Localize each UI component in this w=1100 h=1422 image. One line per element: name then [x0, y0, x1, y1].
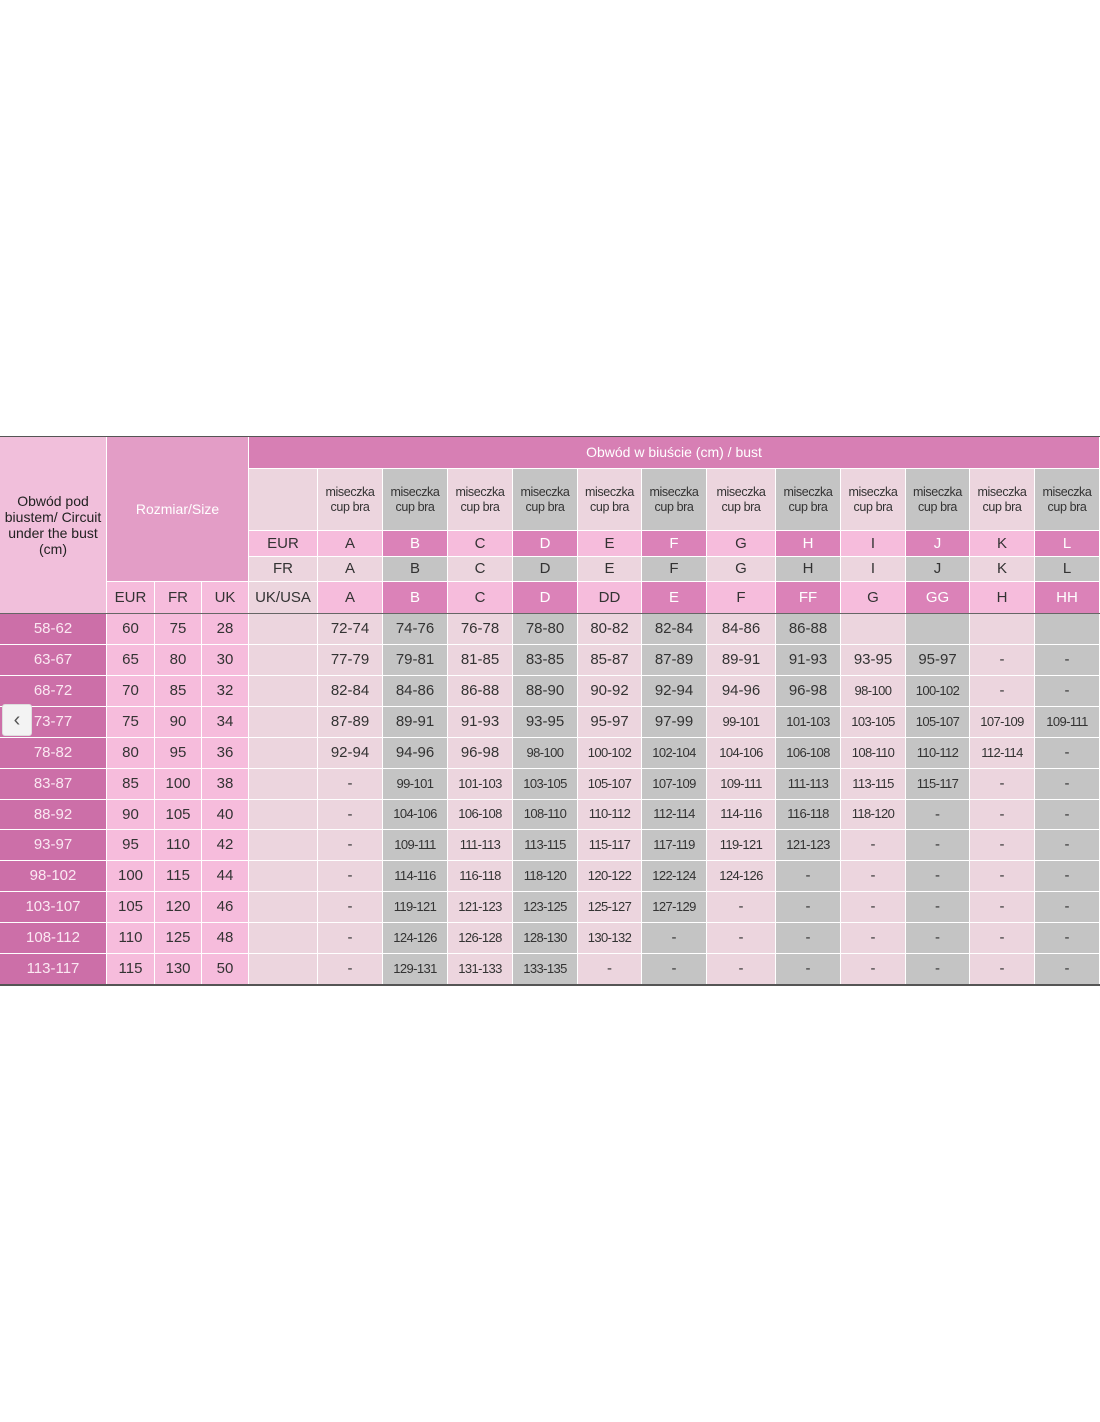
size-fr: 85 [155, 676, 202, 707]
bust-value: 90-92 [578, 676, 642, 707]
bust-value: 89-91 [707, 645, 776, 676]
bust-value: - [318, 861, 383, 892]
bust-value: 91-93 [776, 645, 841, 676]
cup-eur: H [776, 531, 841, 557]
size-uk: 40 [202, 800, 249, 830]
bust-value: 109-111 [1035, 707, 1100, 738]
bust-value: 77-79 [318, 645, 383, 676]
cup-bra-header: miseczka cup bra [318, 469, 383, 531]
bust-value: 83-85 [513, 645, 578, 676]
bust-value: 86-88 [448, 676, 513, 707]
bust-value: 121-123 [448, 892, 513, 923]
bust-value: 111-113 [448, 830, 513, 861]
bust-value: - [318, 923, 383, 954]
cup-eur: D [513, 531, 578, 557]
bust-value: 115-117 [906, 769, 970, 800]
bust-value: 94-96 [383, 738, 448, 769]
bust-value: - [707, 954, 776, 985]
cup-fr: K [970, 557, 1035, 582]
bust-value: 94-96 [707, 676, 776, 707]
cup-fr: I [841, 557, 906, 582]
bust-value: - [1035, 892, 1100, 923]
bust-value: - [970, 892, 1035, 923]
bust-value: - [1035, 738, 1100, 769]
cup-bra-header: miseczka cup bra [841, 469, 906, 531]
bust-value: - [970, 954, 1035, 985]
size-eur: 60 [107, 614, 155, 645]
blank-cell [249, 892, 318, 923]
cup-uk-usa: D [513, 582, 578, 614]
cup-uk-usa: DD [578, 582, 642, 614]
bust-value: - [906, 954, 970, 985]
bust-value: 103-105 [513, 769, 578, 800]
cup-fr: J [906, 557, 970, 582]
bust-value: 133-135 [513, 954, 578, 985]
bust-value [906, 614, 970, 645]
blank-header-cell [249, 469, 318, 531]
bust-value: - [841, 923, 906, 954]
size-eur: 85 [107, 769, 155, 800]
bust-value: 96-98 [776, 676, 841, 707]
bust-value: - [906, 923, 970, 954]
bust-value: 120-122 [578, 861, 642, 892]
cup-bra-header: miseczka cup bra [383, 469, 448, 531]
size-fr: 115 [155, 861, 202, 892]
cup-uk-usa: E [642, 582, 707, 614]
bust-value: - [970, 769, 1035, 800]
size-eur: 115 [107, 954, 155, 985]
bust-value: 76-78 [448, 614, 513, 645]
cup-bra-header: miseczka cup bra [707, 469, 776, 531]
cup-eur: K [970, 531, 1035, 557]
bust-value: 108-110 [513, 800, 578, 830]
cup-bra-header: miseczka cup bra [448, 469, 513, 531]
underbust-range: 108-112 [0, 923, 107, 954]
cup-bra-header: miseczka cup bra [642, 469, 707, 531]
size-fr: 125 [155, 923, 202, 954]
bust-value: 103-105 [841, 707, 906, 738]
size-uk: 44 [202, 861, 249, 892]
bust-value: 112-114 [970, 738, 1035, 769]
bust-value: 95-97 [578, 707, 642, 738]
bust-value: - [906, 861, 970, 892]
underbust-header: Obwód pod biustem/ Circuit under the bust (cm) [0, 437, 107, 614]
bust-value: - [776, 861, 841, 892]
size-eur: 95 [107, 830, 155, 861]
bust-value: 100-102 [906, 676, 970, 707]
cup-fr: H [776, 557, 841, 582]
bust-value: 107-109 [970, 707, 1035, 738]
cup-fr: D [513, 557, 578, 582]
bust-value: 99-101 [707, 707, 776, 738]
blank-cell [249, 614, 318, 645]
underbust-range: 78-82 [0, 738, 107, 769]
bust-value: 116-118 [776, 800, 841, 830]
blank-cell [249, 769, 318, 800]
underbust-range: 98-102 [0, 861, 107, 892]
underbust-range: 58-62 [0, 614, 107, 645]
size-uk: 30 [202, 645, 249, 676]
bust-value: - [318, 954, 383, 985]
bust-value: 78-80 [513, 614, 578, 645]
bust-value: 98-100 [513, 738, 578, 769]
bust-value: 72-74 [318, 614, 383, 645]
bust-value: 101-103 [776, 707, 841, 738]
bust-value: 84-86 [383, 676, 448, 707]
size-fr: 75 [155, 614, 202, 645]
bust-value: 82-84 [318, 676, 383, 707]
bust-value: 113-115 [841, 769, 906, 800]
underbust-range: 93-97 [0, 830, 107, 861]
bust-value: 98-100 [841, 676, 906, 707]
bust-value: 115-117 [578, 830, 642, 861]
bust-value: 96-98 [448, 738, 513, 769]
blank-cell [249, 738, 318, 769]
cup-eur: F [642, 531, 707, 557]
bust-value: 88-90 [513, 676, 578, 707]
bust-value: 110-112 [906, 738, 970, 769]
cup-fr: B [383, 557, 448, 582]
bust-value: 93-95 [513, 707, 578, 738]
bust-value: 104-106 [383, 800, 448, 830]
cup-eur: C [448, 531, 513, 557]
blank-cell [249, 707, 318, 738]
bust-value: - [318, 830, 383, 861]
bust-value: 84-86 [707, 614, 776, 645]
bust-value: - [318, 769, 383, 800]
bust-value: 119-121 [707, 830, 776, 861]
bust-value: - [841, 830, 906, 861]
size-fr: 110 [155, 830, 202, 861]
blank-cell [249, 830, 318, 861]
bust-value: 100-102 [578, 738, 642, 769]
bust-value: 93-95 [841, 645, 906, 676]
cup-eur: G [707, 531, 776, 557]
size-eur: 75 [107, 707, 155, 738]
bust-value: 79-81 [383, 645, 448, 676]
underbust-range: 103-107 [0, 892, 107, 923]
bust-value: 114-116 [707, 800, 776, 830]
bust-value: 112-114 [642, 800, 707, 830]
bust-value: 99-101 [383, 769, 448, 800]
size-fr: 120 [155, 892, 202, 923]
bust-value: - [1035, 923, 1100, 954]
bust-value: - [1035, 645, 1100, 676]
bust-value: - [707, 923, 776, 954]
bust-value: 105-107 [578, 769, 642, 800]
bust-value: 74-76 [383, 614, 448, 645]
cup-system-label: FR [249, 557, 318, 582]
bust-value: 123-125 [513, 892, 578, 923]
underbust-range: 73-77 [0, 707, 107, 738]
bust-value: - [318, 892, 383, 923]
bust-value: - [906, 892, 970, 923]
bust-value: 131-133 [448, 954, 513, 985]
cup-eur: A [318, 531, 383, 557]
bust-value: 119-121 [383, 892, 448, 923]
bust-value: - [318, 800, 383, 830]
cup-uk-usa: GG [906, 582, 970, 614]
bust-value: 108-110 [841, 738, 906, 769]
bust-value: - [776, 954, 841, 985]
bust-value: - [841, 861, 906, 892]
cup-fr: C [448, 557, 513, 582]
blank-cell [249, 645, 318, 676]
size-uk: 50 [202, 954, 249, 985]
bust-value: 109-111 [383, 830, 448, 861]
bust-value: 126-128 [448, 923, 513, 954]
bust-value: 111-113 [776, 769, 841, 800]
bust-value: 110-112 [578, 800, 642, 830]
bust-value [970, 614, 1035, 645]
bust-value: - [578, 954, 642, 985]
size-eur: 70 [107, 676, 155, 707]
bust-value: - [906, 800, 970, 830]
bust-value: 87-89 [318, 707, 383, 738]
bust-value: 85-87 [578, 645, 642, 676]
bust-value: 104-106 [707, 738, 776, 769]
bust-value: - [642, 923, 707, 954]
size-col-header: EUR [107, 582, 155, 614]
bust-value: 124-126 [707, 861, 776, 892]
blank-cell [249, 954, 318, 985]
bust-value: 114-116 [383, 861, 448, 892]
size-header: Rozmiar/Size [107, 437, 249, 582]
underbust-range: 83-87 [0, 769, 107, 800]
bust-value: - [1035, 954, 1100, 985]
bust-value: - [707, 892, 776, 923]
bust-value: 82-84 [642, 614, 707, 645]
size-fr: 80 [155, 645, 202, 676]
cup-bra-header: miseczka cup bra [906, 469, 970, 531]
size-fr: 90 [155, 707, 202, 738]
bust-value: 113-115 [513, 830, 578, 861]
size-col-header: FR [155, 582, 202, 614]
size-eur: 105 [107, 892, 155, 923]
bust-value: 109-111 [707, 769, 776, 800]
bust-value: - [776, 923, 841, 954]
cup-fr: A [318, 557, 383, 582]
bust-value: 105-107 [906, 707, 970, 738]
bust-value: 128-130 [513, 923, 578, 954]
bust-value: - [776, 892, 841, 923]
size-col-header: UK [202, 582, 249, 614]
chevron-left-icon[interactable]: ‹ [2, 704, 32, 736]
bust-value: 95-97 [906, 645, 970, 676]
bust-value: 118-120 [841, 800, 906, 830]
blank-cell [249, 676, 318, 707]
size-eur: 90 [107, 800, 155, 830]
bust-value: - [841, 954, 906, 985]
bust-value: 97-99 [642, 707, 707, 738]
bust-value: 127-129 [642, 892, 707, 923]
size-uk: 32 [202, 676, 249, 707]
bust-value: 80-82 [578, 614, 642, 645]
size-uk: 36 [202, 738, 249, 769]
bust-value [841, 614, 906, 645]
size-eur: 100 [107, 861, 155, 892]
bust-value: 106-108 [776, 738, 841, 769]
bust-value: 124-126 [383, 923, 448, 954]
bust-value: - [970, 645, 1035, 676]
bust-value: 129-131 [383, 954, 448, 985]
bust-value: - [970, 830, 1035, 861]
bust-value: 86-88 [776, 614, 841, 645]
cup-bra-header: miseczka cup bra [513, 469, 578, 531]
underbust-range: 113-117 [0, 954, 107, 985]
bust-value: 107-109 [642, 769, 707, 800]
bust-value: 102-104 [642, 738, 707, 769]
bust-value: 130-132 [578, 923, 642, 954]
cup-fr: L [1035, 557, 1100, 582]
cup-uk-usa: G [841, 582, 906, 614]
size-uk: 38 [202, 769, 249, 800]
cup-uk-usa: A [318, 582, 383, 614]
bust-value: - [642, 954, 707, 985]
cup-uk-usa: F [707, 582, 776, 614]
cup-uk-usa: C [448, 582, 513, 614]
blank-cell [249, 923, 318, 954]
bust-value: 122-124 [642, 861, 707, 892]
size-eur: 65 [107, 645, 155, 676]
size-fr: 130 [155, 954, 202, 985]
bust-value [1035, 614, 1100, 645]
bust-value: - [970, 861, 1035, 892]
bust-value: 106-108 [448, 800, 513, 830]
bust-value: - [1035, 676, 1100, 707]
cup-bra-header: miseczka cup bra [970, 469, 1035, 531]
bust-value: 125-127 [578, 892, 642, 923]
underbust-range: 63-67 [0, 645, 107, 676]
bust-value: 117-119 [642, 830, 707, 861]
cup-system-label: UK/USA [249, 582, 318, 614]
size-chart-table [0, 437, 1100, 985]
bust-value: - [970, 800, 1035, 830]
cup-eur: I [841, 531, 906, 557]
cup-eur: L [1035, 531, 1100, 557]
bust-value: - [1035, 830, 1100, 861]
bust-value: 91-93 [448, 707, 513, 738]
bust-value: - [841, 892, 906, 923]
cup-bra-header: miseczka cup bra [776, 469, 841, 531]
size-uk: 42 [202, 830, 249, 861]
bust-value: - [970, 676, 1035, 707]
bust-value: 121-123 [776, 830, 841, 861]
cup-eur: E [578, 531, 642, 557]
cup-bra-header: miseczka cup bra [578, 469, 642, 531]
cup-bra-header: miseczka cup bra [1035, 469, 1100, 531]
size-fr: 105 [155, 800, 202, 830]
bust-value: 89-91 [383, 707, 448, 738]
size-uk: 48 [202, 923, 249, 954]
bust-value: - [1035, 769, 1100, 800]
bust-value: 92-94 [318, 738, 383, 769]
size-fr: 95 [155, 738, 202, 769]
bust-value: 116-118 [448, 861, 513, 892]
size-uk: 28 [202, 614, 249, 645]
cup-fr: G [707, 557, 776, 582]
blank-cell [249, 800, 318, 830]
underbust-range: 68-72 [0, 676, 107, 707]
bust-value: 81-85 [448, 645, 513, 676]
underbust-range: 88-92 [0, 800, 107, 830]
size-eur: 80 [107, 738, 155, 769]
bust-value: - [906, 830, 970, 861]
bust-value: 101-103 [448, 769, 513, 800]
size-uk: 46 [202, 892, 249, 923]
cup-fr: E [578, 557, 642, 582]
size-fr: 100 [155, 769, 202, 800]
cup-uk-usa: H [970, 582, 1035, 614]
size-uk: 34 [202, 707, 249, 738]
bust-value: 92-94 [642, 676, 707, 707]
bust-value: 87-89 [642, 645, 707, 676]
cup-uk-usa: B [383, 582, 448, 614]
bust-value: - [1035, 800, 1100, 830]
bust-value: - [1035, 861, 1100, 892]
bust-value: 118-120 [513, 861, 578, 892]
cup-eur: B [383, 531, 448, 557]
size-eur: 110 [107, 923, 155, 954]
cup-uk-usa: FF [776, 582, 841, 614]
cup-fr: F [642, 557, 707, 582]
cup-eur: J [906, 531, 970, 557]
cup-system-label: EUR [249, 531, 318, 557]
blank-cell [249, 861, 318, 892]
cup-uk-usa: HH [1035, 582, 1100, 614]
bust-value: - [970, 923, 1035, 954]
bust-header: Obwód w biuście (cm) / bust [249, 437, 1100, 469]
